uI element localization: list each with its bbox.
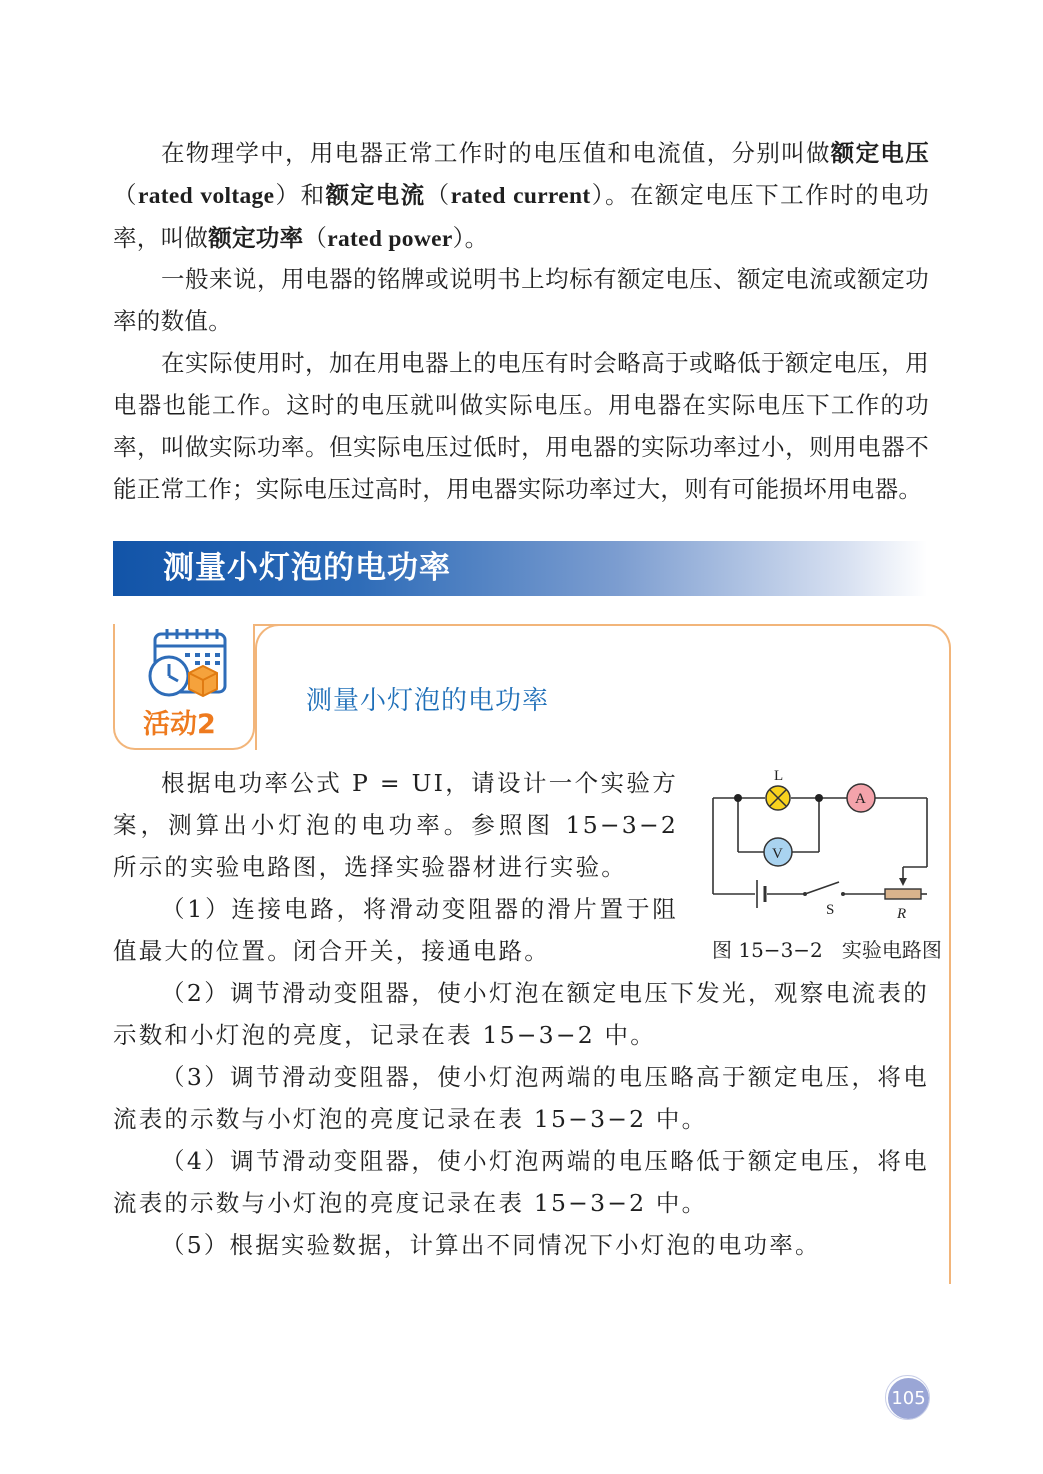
text: 在物理学中，用电器正常工作时的电压值和电流值，分别叫做 — [161, 139, 831, 167]
lamp-symbol — [766, 786, 790, 810]
activity-step-3: （3）调节滑动变阻器，使小灯泡两端的电压略高于额定电压，将电流表的示数与小灯泡的亮度记录在表 15−3−2 中。 — [113, 1063, 929, 1133]
activity-title: 测量小灯泡的电功率 — [306, 686, 550, 716]
activity-step-2: （2）调节滑动变阻器，使小灯泡在额定电压下发光，观察电流表的示数和小灯泡的亮度，记录在表 15−3−2 中。 — [113, 979, 929, 1049]
activity-step-5: （5）根据实验数据，计算出不同情况下小灯泡的电功率。 — [161, 1231, 821, 1259]
rheostat-label: R — [897, 906, 907, 922]
lamp-label: L — [774, 768, 784, 784]
term-rated-power: 额定功率 — [208, 224, 304, 252]
calendar-clock-icon — [145, 626, 229, 700]
rheostat-slider-arrow — [899, 878, 907, 886]
activity-step-4: （4）调节滑动变阻器，使小灯泡两端的电压略低于额定电压，将电流表的示数与小灯泡的亮度记录在表 15−3−2 中。 — [113, 1147, 929, 1217]
term-rated-current: 额定电流 — [325, 181, 426, 209]
activity-label: 活动2 — [143, 709, 216, 740]
section-header — [113, 541, 927, 596]
text: （ — [425, 181, 451, 209]
page-number: 105 — [888, 1378, 929, 1419]
text: （ — [113, 181, 139, 209]
term-english-rated-power: rated power — [327, 226, 453, 252]
section-title: 测量小灯泡的电功率 — [163, 550, 451, 586]
voltmeter-label: V — [772, 846, 783, 862]
circuit-diagram — [705, 762, 935, 930]
text: ）。 — [452, 224, 489, 252]
text: ）。在额定电压下工作时的电功率，叫做 — [113, 181, 929, 252]
activity-badge — [113, 624, 255, 750]
rheostat-symbol — [885, 889, 921, 899]
switch-label: S — [826, 902, 835, 918]
activity-step-1: （1）连接电路，将滑动变阻器的滑片置于阻值最大的位置。闭合开关，接通电路。 — [113, 895, 678, 965]
term-english-rated-voltage: rated voltage — [138, 183, 275, 209]
paragraph-actual-power: 在实际使用时，加在用电器上的电压有时会略高于或略低于额定电压，用电器也能工作。这时的电压就叫做实际电压。用电器在实际电压下工作的功率，叫做实际功率。但实际电压过低时，用电器的实际功率过小，则用电器不能正常工作；实际电压过高时，用电器实际功率过大，则有可能损坏用电器。 — [113, 349, 929, 503]
activity-intro: 根据电功率公式 P = UI，请设计一个实验方案，测算出小灯泡的电功率。参照图 15−3−2 所示的实验电路图，选择实验器材进行实验。 — [113, 769, 678, 881]
activity-frame-edge — [255, 650, 257, 750]
term-rated-voltage: 额定电压 — [830, 139, 930, 167]
paragraph-rated-values — [113, 132, 929, 260]
term-english-rated-current: rated current — [450, 183, 591, 209]
paragraph-nameplate: 一般来说，用电器的铭牌或说明书上均标有额定电压、额定电流或额定功率的数值。 — [113, 265, 929, 335]
text: （ — [303, 224, 328, 252]
ammeter-label: A — [855, 791, 866, 807]
text: ）和 — [274, 181, 326, 209]
figure-caption: 图 15−3−2 实验电路图 — [712, 938, 942, 962]
